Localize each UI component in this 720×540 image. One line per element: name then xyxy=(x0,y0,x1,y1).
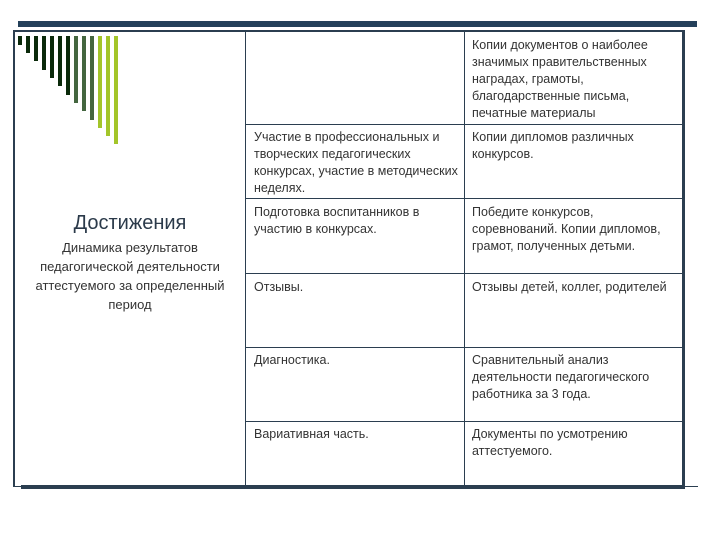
decor-bar xyxy=(66,36,70,95)
decor-bar xyxy=(98,36,102,128)
row-divider xyxy=(245,421,684,422)
row-divider xyxy=(245,273,684,274)
decor-bar xyxy=(50,36,54,78)
decor-bar xyxy=(18,36,22,45)
top-banner xyxy=(18,21,697,27)
decor-bar xyxy=(82,36,86,111)
decor-bar xyxy=(58,36,62,86)
evidence-cell: Копии дипломов различных конкурсов. xyxy=(472,130,634,161)
criterion-cell: Вариативная часть. xyxy=(254,427,369,441)
decor-bar xyxy=(114,36,118,144)
decor-bar xyxy=(42,36,46,70)
evidence-cell: Документы по усмотрению аттестуемого. xyxy=(472,427,628,458)
criterion-cell: Отзывы. xyxy=(254,280,304,294)
section-header xyxy=(15,210,245,314)
evidence-cell: Победите конкурсов, соревнований. Копии дипломов, грамот, полученных детьми. xyxy=(472,205,661,253)
section-title: Достижения xyxy=(73,212,187,234)
evidence-cell: Сравнительный анализ деятельности педагогического работника за 3 года. xyxy=(472,353,650,401)
column-divider xyxy=(245,31,246,486)
criterion-cell: Подготовка воспитанников в участию в конкурсах. xyxy=(254,205,420,236)
row-divider xyxy=(245,198,684,199)
row-divider xyxy=(245,347,684,348)
row-divider xyxy=(245,124,684,125)
column-divider xyxy=(464,31,465,486)
evidence-cell: Отзывы детей, коллег, родителей xyxy=(472,280,667,294)
section-subtitle: Динамика результатов педагогической деятельности аттестуемого за определенный период xyxy=(35,240,225,312)
bottom-border xyxy=(21,485,685,489)
criterion-cell: Диагностика. xyxy=(254,353,330,367)
decor-bar xyxy=(34,36,38,61)
evidence-cell: Копии документов о наиболее значимых правительственных наградах, грамоты, благодарственные письма, печатные материалы xyxy=(472,38,648,120)
decor-bar xyxy=(90,36,94,120)
decor-bar xyxy=(106,36,110,136)
decorative-bars xyxy=(18,36,128,146)
decor-bar xyxy=(74,36,78,103)
criterion-cell: Участие в профессиональных и творческих педагогических конкурсах, участие в методических неделях. xyxy=(254,130,458,195)
decor-bar xyxy=(26,36,30,53)
